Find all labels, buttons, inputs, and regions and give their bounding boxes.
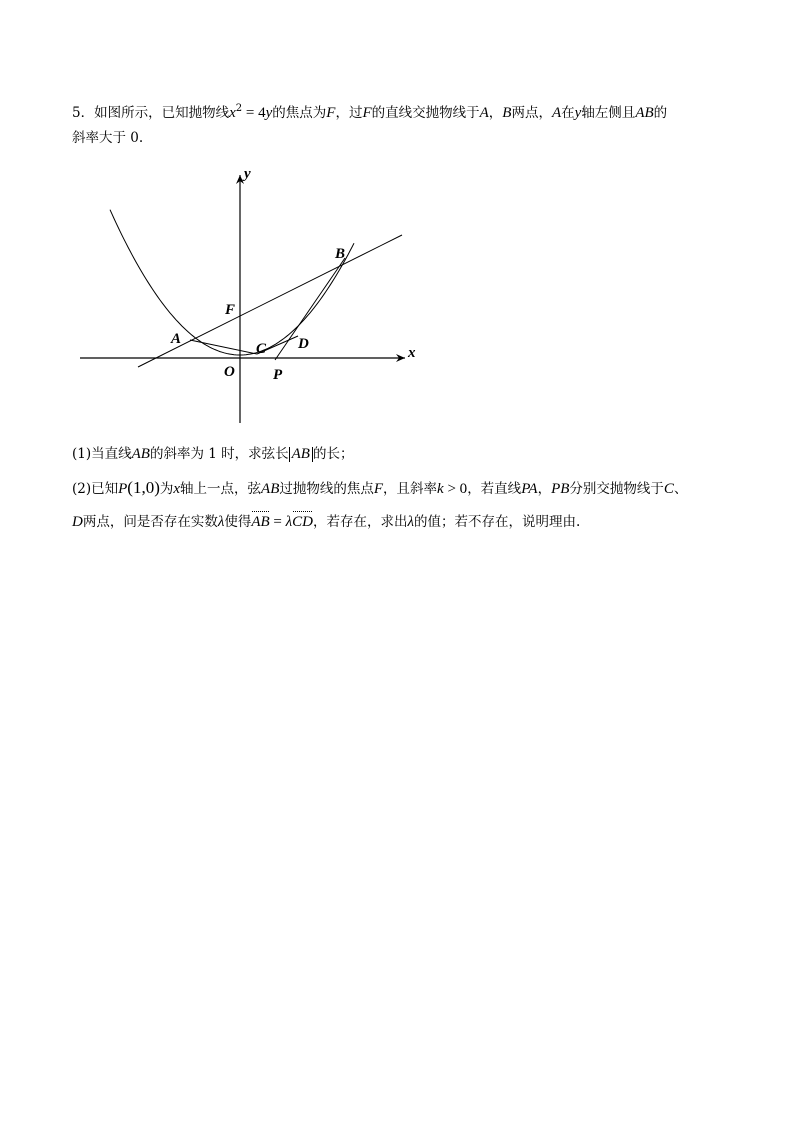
var-PB: PB [551, 481, 570, 497]
intro-text: 轴左侧且 [581, 105, 636, 121]
part2-line2 [72, 512, 580, 532]
var-P: P [118, 481, 128, 497]
label-D: D [298, 336, 309, 352]
var-AB: AB [131, 446, 150, 462]
part1-segment: (1)当直线 [72, 446, 132, 462]
part2-segment: 为 [159, 481, 174, 497]
part1-segment: 的斜率为 1 时，求弦长 [149, 446, 289, 462]
intro-text: 斜率大于 0. [72, 130, 144, 146]
eq-equals: = 4 [242, 105, 266, 121]
label-A: A [171, 331, 182, 347]
var-PA: PA [521, 481, 538, 497]
part2-segment: ，且斜率 [383, 481, 438, 497]
part2-segment: ，若存在，求出 [312, 514, 408, 530]
var-C: C [663, 481, 674, 497]
intro-text: 在 [561, 105, 575, 121]
intro-text: 的焦点为 [272, 105, 327, 121]
k-condition: > 0 [443, 481, 468, 497]
var-B: B [502, 105, 512, 121]
var-lambda: λ [407, 514, 414, 530]
part2-line1 [72, 478, 687, 499]
eq-x: x [229, 105, 236, 121]
intro-text: 的 [653, 105, 668, 121]
label-O: O [224, 364, 235, 380]
part1-segment: 的长； [312, 446, 354, 462]
segment-AC [190, 340, 257, 354]
label-C: C [256, 341, 267, 357]
P-coordinate: (1,0) [127, 478, 160, 497]
problem-intro-line2 [72, 128, 143, 148]
part2-segment: 使得 [224, 514, 252, 530]
parabola-curve [110, 210, 354, 355]
abs-AB: AB [289, 447, 313, 462]
eq-y: y [265, 105, 273, 121]
problem-number: 5． [72, 105, 95, 121]
part2-segment: 分别交抛物线于 [569, 481, 664, 497]
vector-AB: AB [251, 514, 270, 530]
part2-segment: ，若直线 [467, 481, 522, 497]
part2-segment: (2)已知 [72, 481, 119, 497]
part2-segment: 的值；若不存在，说明理由. [413, 514, 581, 530]
figure-svg [72, 160, 432, 430]
intro-text: ， [488, 105, 503, 121]
var-D: D [72, 514, 83, 530]
intro-text: ，过 [335, 105, 363, 121]
part2-segment: 过抛物线的焦点 [279, 481, 374, 497]
problem-intro-line1 [72, 99, 667, 123]
var-x: x [173, 481, 181, 497]
part2-segment: 、 [673, 481, 688, 497]
var-lambda: λ [217, 514, 225, 530]
var-A: A [479, 105, 489, 121]
label-B: B [335, 246, 346, 262]
eq-exponent: 2 [235, 103, 243, 114]
intro-text: 的直线交抛物线于 [371, 105, 480, 121]
var-AB: AB [261, 481, 280, 497]
vector-CD: CD [292, 514, 313, 530]
part2-segment: 两点，问是否存在实数 [82, 514, 218, 530]
part1-text [72, 444, 353, 464]
label-x-axis: x [408, 345, 416, 361]
var-lambda: λ [285, 514, 293, 530]
var-y: y [574, 105, 582, 121]
parabola-figure [72, 160, 432, 434]
label-y-axis: y [244, 166, 251, 182]
label-F: F [225, 302, 236, 318]
equals-sign: = [269, 514, 286, 530]
intro-text: 如图所示，已知抛物线 [94, 105, 230, 121]
part2-segment: ， [537, 481, 552, 497]
label-P: P [273, 367, 283, 383]
var-AB: AB [635, 105, 654, 121]
intro-text: 两点， [511, 105, 552, 121]
part2-segment: 轴上一点，弦 [180, 481, 262, 497]
var-A: A [551, 105, 562, 121]
var-k: k [437, 481, 444, 497]
segment-PB [275, 258, 345, 360]
var-F: F [326, 105, 336, 121]
var-F: F [373, 481, 384, 497]
var-F: F [362, 105, 372, 121]
